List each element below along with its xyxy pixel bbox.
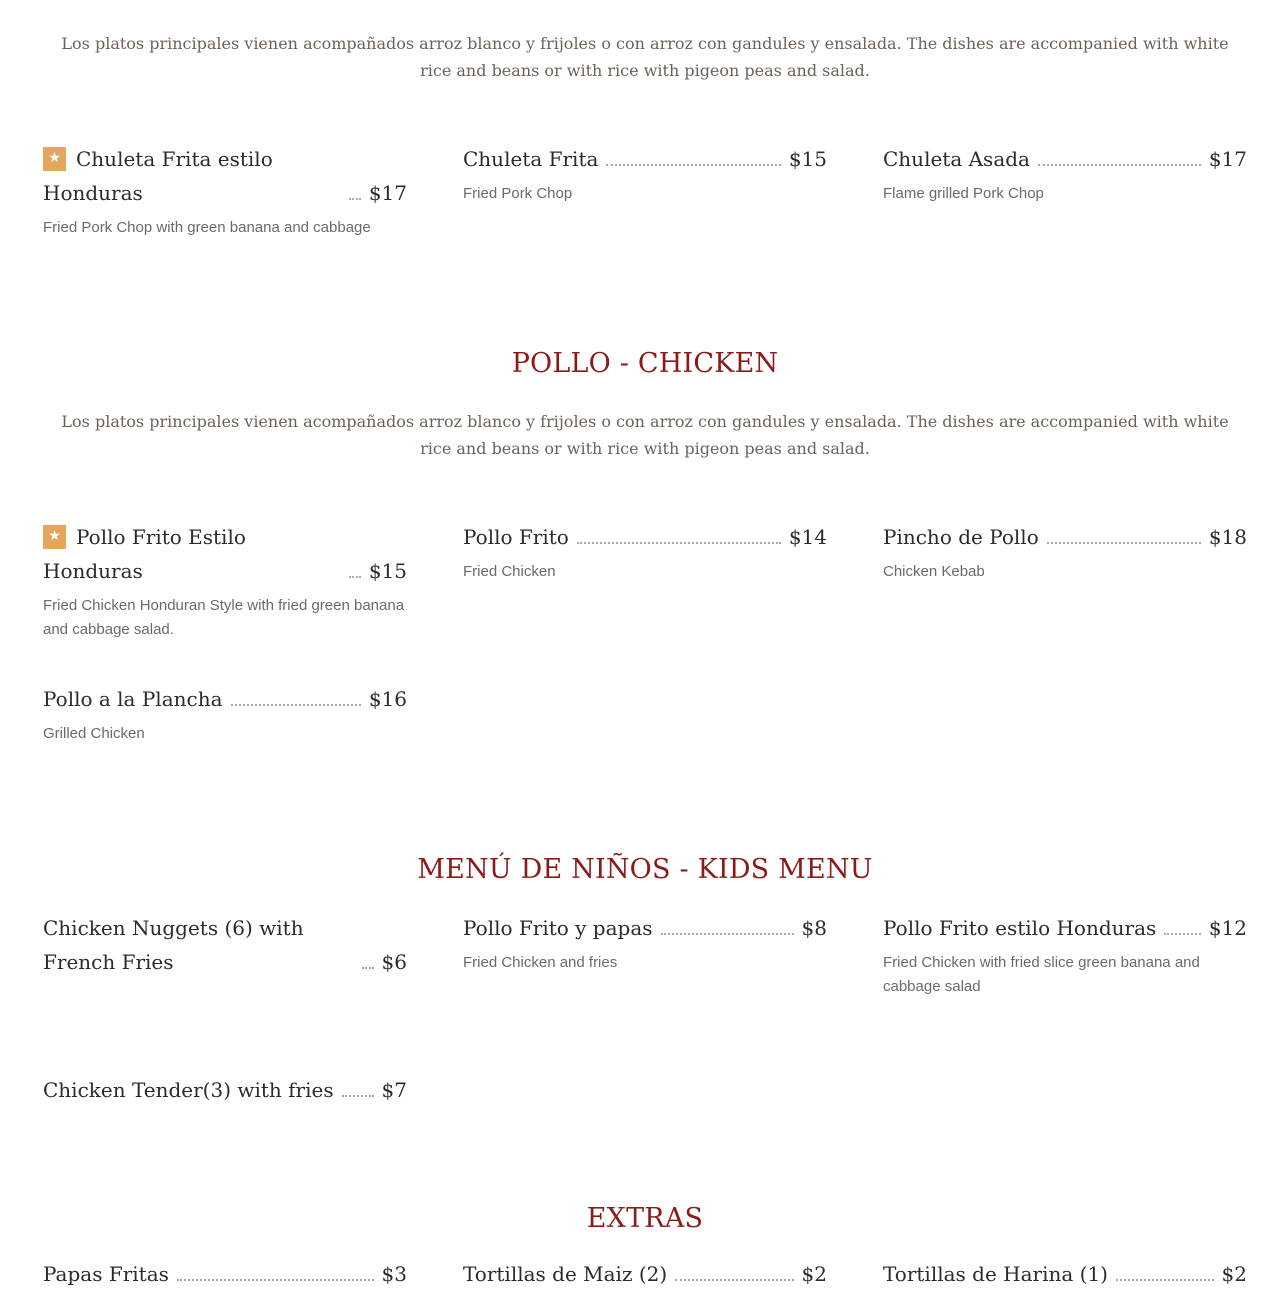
menu-item-price: $15: [368, 559, 407, 583]
menu-item-name: Tortillas de Harina (1): [883, 1262, 1108, 1286]
menu-item-header: [463, 142, 827, 176]
menu-item-name: Chuleta Asada: [883, 147, 1030, 171]
menu-item-header: [883, 142, 1247, 176]
menu-item: [43, 682, 407, 746]
menu-item-price: $17: [1208, 147, 1247, 171]
menu-item-header: [43, 682, 407, 716]
menu-item-header: [463, 1257, 827, 1291]
price-leader-dots: [606, 163, 780, 166]
menu-item-price: $15: [788, 147, 827, 171]
price-leader-dots: [577, 541, 781, 544]
menu-item: [883, 520, 1247, 584]
menu-item-name: Pincho de Pollo: [883, 525, 1039, 549]
menu-item-header: [43, 142, 407, 210]
section-title: MENÚ DE NIÑOS - KIDS MENU: [417, 854, 873, 885]
menu-item-header: [883, 520, 1247, 554]
menu-item-price: $3: [381, 1262, 407, 1286]
menu-item-header: [883, 1257, 1247, 1291]
price-leader-dots: [1047, 541, 1201, 544]
menu-item-header: [43, 911, 407, 979]
menu-item-name: ★ Chuleta Frita estilo Honduras: [43, 147, 273, 205]
menu-item-price: $2: [801, 1262, 827, 1286]
section-description: Los platos principales vienen acompañados arroz blanco y frijoles o con arroz con gandules y ensalada. The dishes are accompanied with white rice and beans or with rice with pigeon peas and salad.: [61, 412, 1229, 458]
menu-item-header: [463, 911, 827, 945]
menu-item-name: Pollo Frito estilo Honduras: [883, 916, 1157, 940]
menu-item: [43, 1073, 407, 1107]
section-title: POLLO - CHICKEN: [511, 348, 779, 379]
menu-item: [463, 520, 827, 584]
menu-item: [43, 520, 407, 642]
price-leader-dots: [1038, 163, 1201, 166]
menu-item: [463, 1257, 827, 1291]
menu-item-name: Chuleta Frita: [463, 147, 599, 171]
price-leader-dots: [362, 966, 374, 969]
menu-item-price: $16: [368, 687, 407, 711]
menu-item-header: [463, 520, 827, 554]
menu-item-name: Chicken Nuggets (6) with French Fries: [43, 916, 304, 974]
menu-item-price: $17: [368, 181, 407, 205]
menu-item: [43, 1257, 407, 1291]
menu-item: [883, 911, 1247, 999]
price-leader-dots: [661, 932, 794, 935]
menu-item-name: Pollo a la Plancha: [43, 687, 223, 711]
menu-item-price: $14: [788, 525, 827, 549]
menu-item-description: Fried Chicken Honduran Style with fried green banana and cabbage salad.: [43, 597, 405, 638]
price-leader-dots: [349, 197, 361, 200]
menu-item: [463, 142, 827, 206]
price-leader-dots: [231, 703, 361, 706]
menu-item-description: Grilled Chicken: [43, 725, 145, 742]
menu-item: [43, 142, 407, 240]
menu-item-name: ★ Pollo Frito Estilo Honduras: [43, 525, 246, 583]
menu-item-name: Pollo Frito y papas: [463, 916, 653, 940]
menu-item-description: Fried Chicken with fried slice green banana and cabbage salad: [883, 954, 1200, 995]
menu-item-description: Fried Pork Chop: [463, 185, 573, 202]
menu-item-name: Pollo Frito: [463, 525, 569, 549]
section-description: Los platos principales vienen acompañados arroz blanco y frijoles o con arroz con gandules y ensalada. The dishes are accompanied with white rice and beans or with rice with pigeon peas and salad.: [61, 34, 1229, 80]
menu-item-price: $2: [1221, 1262, 1247, 1286]
menu-item-description: Chicken Kebab: [883, 563, 985, 580]
section-title: EXTRAS: [586, 1203, 704, 1234]
menu-item-name: Tortillas de Maiz (2): [463, 1262, 668, 1286]
star-icon: ★: [43, 147, 66, 171]
menu-item-header: [43, 520, 407, 588]
price-leader-dots: [1164, 932, 1201, 935]
menu-item-name: Chicken Tender(3) with fries: [43, 1078, 334, 1102]
menu-item: [43, 911, 407, 979]
menu-item-description: Flame grilled Pork Chop: [883, 185, 1044, 202]
menu-item-price: $7: [381, 1078, 407, 1102]
menu-item: [883, 142, 1247, 206]
menu-item-header: [43, 1073, 407, 1107]
menu-item-description: Fried Chicken: [463, 563, 556, 580]
menu-item-description: Fried Pork Chop with green banana and cabbage: [43, 219, 371, 236]
menu-item: [883, 1257, 1247, 1291]
menu-item-header: [883, 911, 1247, 945]
price-leader-dots: [349, 575, 361, 578]
menu-item: [463, 911, 827, 975]
menu-item-description: Fried Chicken and fries: [463, 954, 618, 971]
price-leader-dots: [342, 1094, 374, 1097]
menu-item-price: $18: [1208, 525, 1247, 549]
star-icon: ★: [43, 525, 66, 549]
menu-item-header: [43, 1257, 407, 1291]
menu-item-price: $6: [381, 950, 407, 974]
menu-item-price: $12: [1208, 916, 1247, 940]
menu-item-price: $8: [801, 916, 827, 940]
menu-item-name: Papas Fritas: [43, 1262, 169, 1286]
